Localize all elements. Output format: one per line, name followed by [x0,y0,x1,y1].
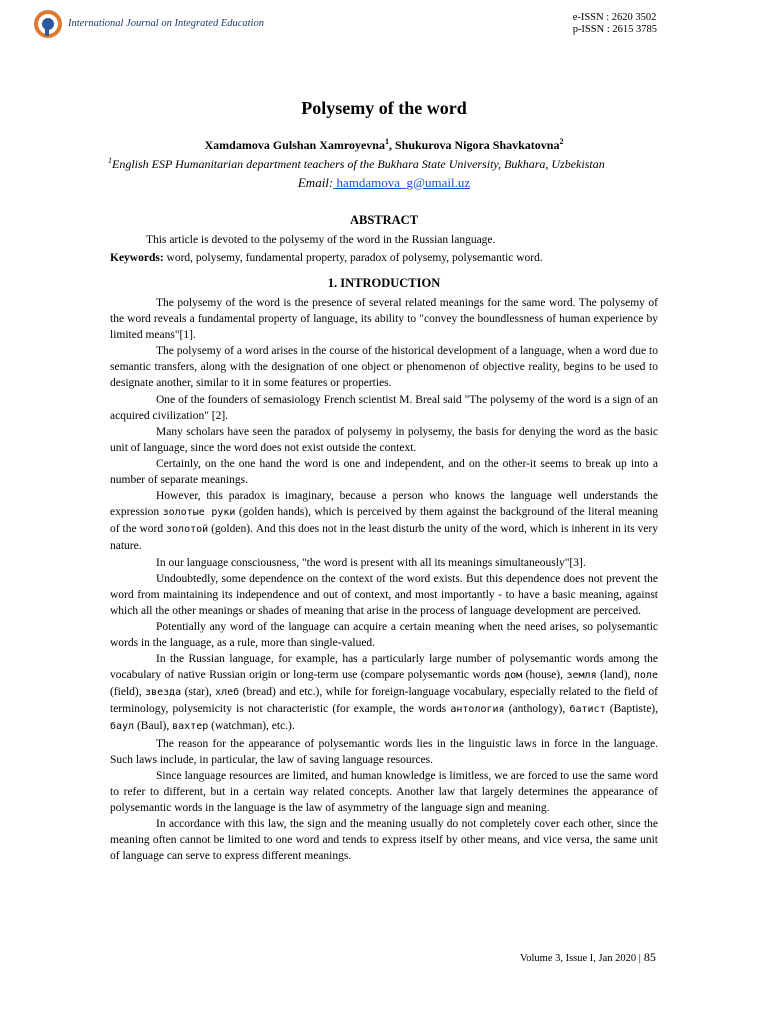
email-label: Email: [297,175,334,190]
p10-text: (field), [110,686,146,699]
page-footer [520,950,656,965]
p10-text: (anthology), [504,703,570,716]
p10-text: (house), [522,669,567,682]
p6-text-2: (golden hands), which is perceived by them against the background of the literal meaning of the word [110,506,659,536]
p10-text: In the Russian language, for example, has a particularly large number of polysemantic words among the vocabulary of native Russian origin or long-term use (compare polysemantic words [110,653,658,682]
russian-term: баул [110,721,135,733]
paragraph-10 [110,651,658,735]
russian-term: поле [633,670,658,682]
p10-text: (land), [596,669,634,682]
russian-term: антология [450,704,505,716]
abstract-text: This article is devoted to the polysemy of the word in the Russian language. [146,234,496,246]
author-1-sup: 1 [384,137,389,146]
paragraph-9: Potentially any word of the language can acquire a certain meaning when the need arises, so polysemantic words in the language, as a rule, more than single-valued. [110,620,658,649]
issn-block [573,12,657,36]
keywords [110,252,658,264]
paragraph-8: Undoubtedly, some dependence on the context of the word exists. But this dependence does not prevent the word from maintaining its independence and out of context, and most importantly - to have a basic meaning, against which all the other meanings or shades of meaning that arise in the process of language development are perceived. [110,572,658,617]
russian-term: золотой [166,524,209,536]
p10-text: (Baptiste), [605,703,659,716]
paragraph-12: Since language resources are limited, and human knowledge is limitless, we are forced to use the same word to refer to different, but in a certain way related concepts. Another law that largely determines the appearance of polysemantic words in the language is the law of asymmetry of the language sign and meaning. [110,769,658,814]
journal-logo-icon [34,10,62,38]
author-separator: , [388,138,395,152]
paragraph-1: The polysemy of the word is the presence of several related meanings for the same word. The polysemy of the word reveals a fundamental property of language, its ability to "convey the boundlessness of human experience by limited means"[1]. [110,297,658,342]
paragraph-4: Many scholars have seen the paradox of polysemy in polysemy, the basis for denying the word as the basic unit of language, since the word does not exist outside the context. [110,425,658,454]
p10-text: (bread) and etc.), while for foreign-language vocabulary, especially related to the field of terminology, polysemicity is not characteristic (for example, the words [110,686,659,716]
paragraph-7: In our language consciousness, "the word is present with all its meanings simultaneously"[3]. [156,556,586,569]
paragraph-13: In accordance with this law, the sign and the meaning usually do not completely cover each other, since the meaning often cannot be limited to one word and tends to express itself by other means, and vice versa, the same unit of language can serve to express different meanings. [110,818,658,863]
page-number: 85 [640,950,656,964]
paragraph-6 [110,488,658,554]
author-1: Xamdamova Gulshan Xamroyevna [204,138,385,152]
paragraph-5: Certainly, on the one hand the word is one and independent, and on the other-it seems to break up into a number of separate meanings. [110,457,658,487]
p6-text-1: However, this paradox is imaginary, because a person who knows the language well understands the expression [110,490,658,519]
email-line [110,175,658,191]
russian-term: золотые руки [162,507,236,519]
author-2: Shukurova Nigora Shavkatovna [394,138,560,152]
author-2-sup: 2 [559,137,564,146]
journal-name: International Journal on Integrated Education [68,18,264,29]
paragraph-11: The reason for the appearance of polysemantic words lies in the linguistic laws in force in the language. Such laws include, in particular, the law of saving language resources. [110,737,658,766]
p-issn: p-ISSN : 2615 3785 [572,24,657,35]
article-title: Polysemy of the word [301,98,467,118]
keywords-label: Keywords: [110,252,164,264]
page-header [34,8,734,44]
paragraph-3: One of the founders of semasiology French scientist M. Breal said "The polysemy of the word is a sign of an acquired civilization" [2]. [110,393,658,422]
russian-term: дом [504,670,523,682]
russian-term: вахтер [172,721,209,733]
volume-info: Volume 3, Issue I, Jan 2020 | [520,953,641,964]
abstract-heading: ABSTRACT [349,213,419,227]
p10-text: (star), [181,686,216,699]
introduction-heading: 1. INTRODUCTION [327,276,441,290]
russian-term: звезда [145,687,182,699]
p10-text: (Baul), [134,720,173,733]
p10-text: (watchman), etc.). [208,720,295,733]
p6-text-3: (golden). And this does not in the least disturb the unity of the word, which is inherent in its very nature. [110,523,658,553]
article-body [110,98,658,864]
affiliation-sup: 1 [108,156,112,165]
russian-term: батист [569,704,606,716]
russian-term: хлеб [215,687,240,699]
email-link[interactable]: hamdamova_g@umail.uz [333,175,471,190]
paragraph-2: The polysemy of a word arises in the course of the historical development of a language, when a word due to semantic transfers, along with the designation of one object or phenomenon of objective reality, begins to be used to designate another, similar to it in some features or properties. [110,345,658,390]
russian-term: земля [566,670,597,682]
affiliation-text: English ESP Humanitarian department teachers of the Bukhara State University, Bukhara, Uzbekistan [112,157,605,171]
author-line [110,137,658,153]
keywords-list: word, polysemy, fundamental property, paradox of polysemy, polysemantic word. [163,252,543,264]
e-issn: e-ISSN : 2620 3502 [572,12,657,23]
affiliation [108,153,658,172]
